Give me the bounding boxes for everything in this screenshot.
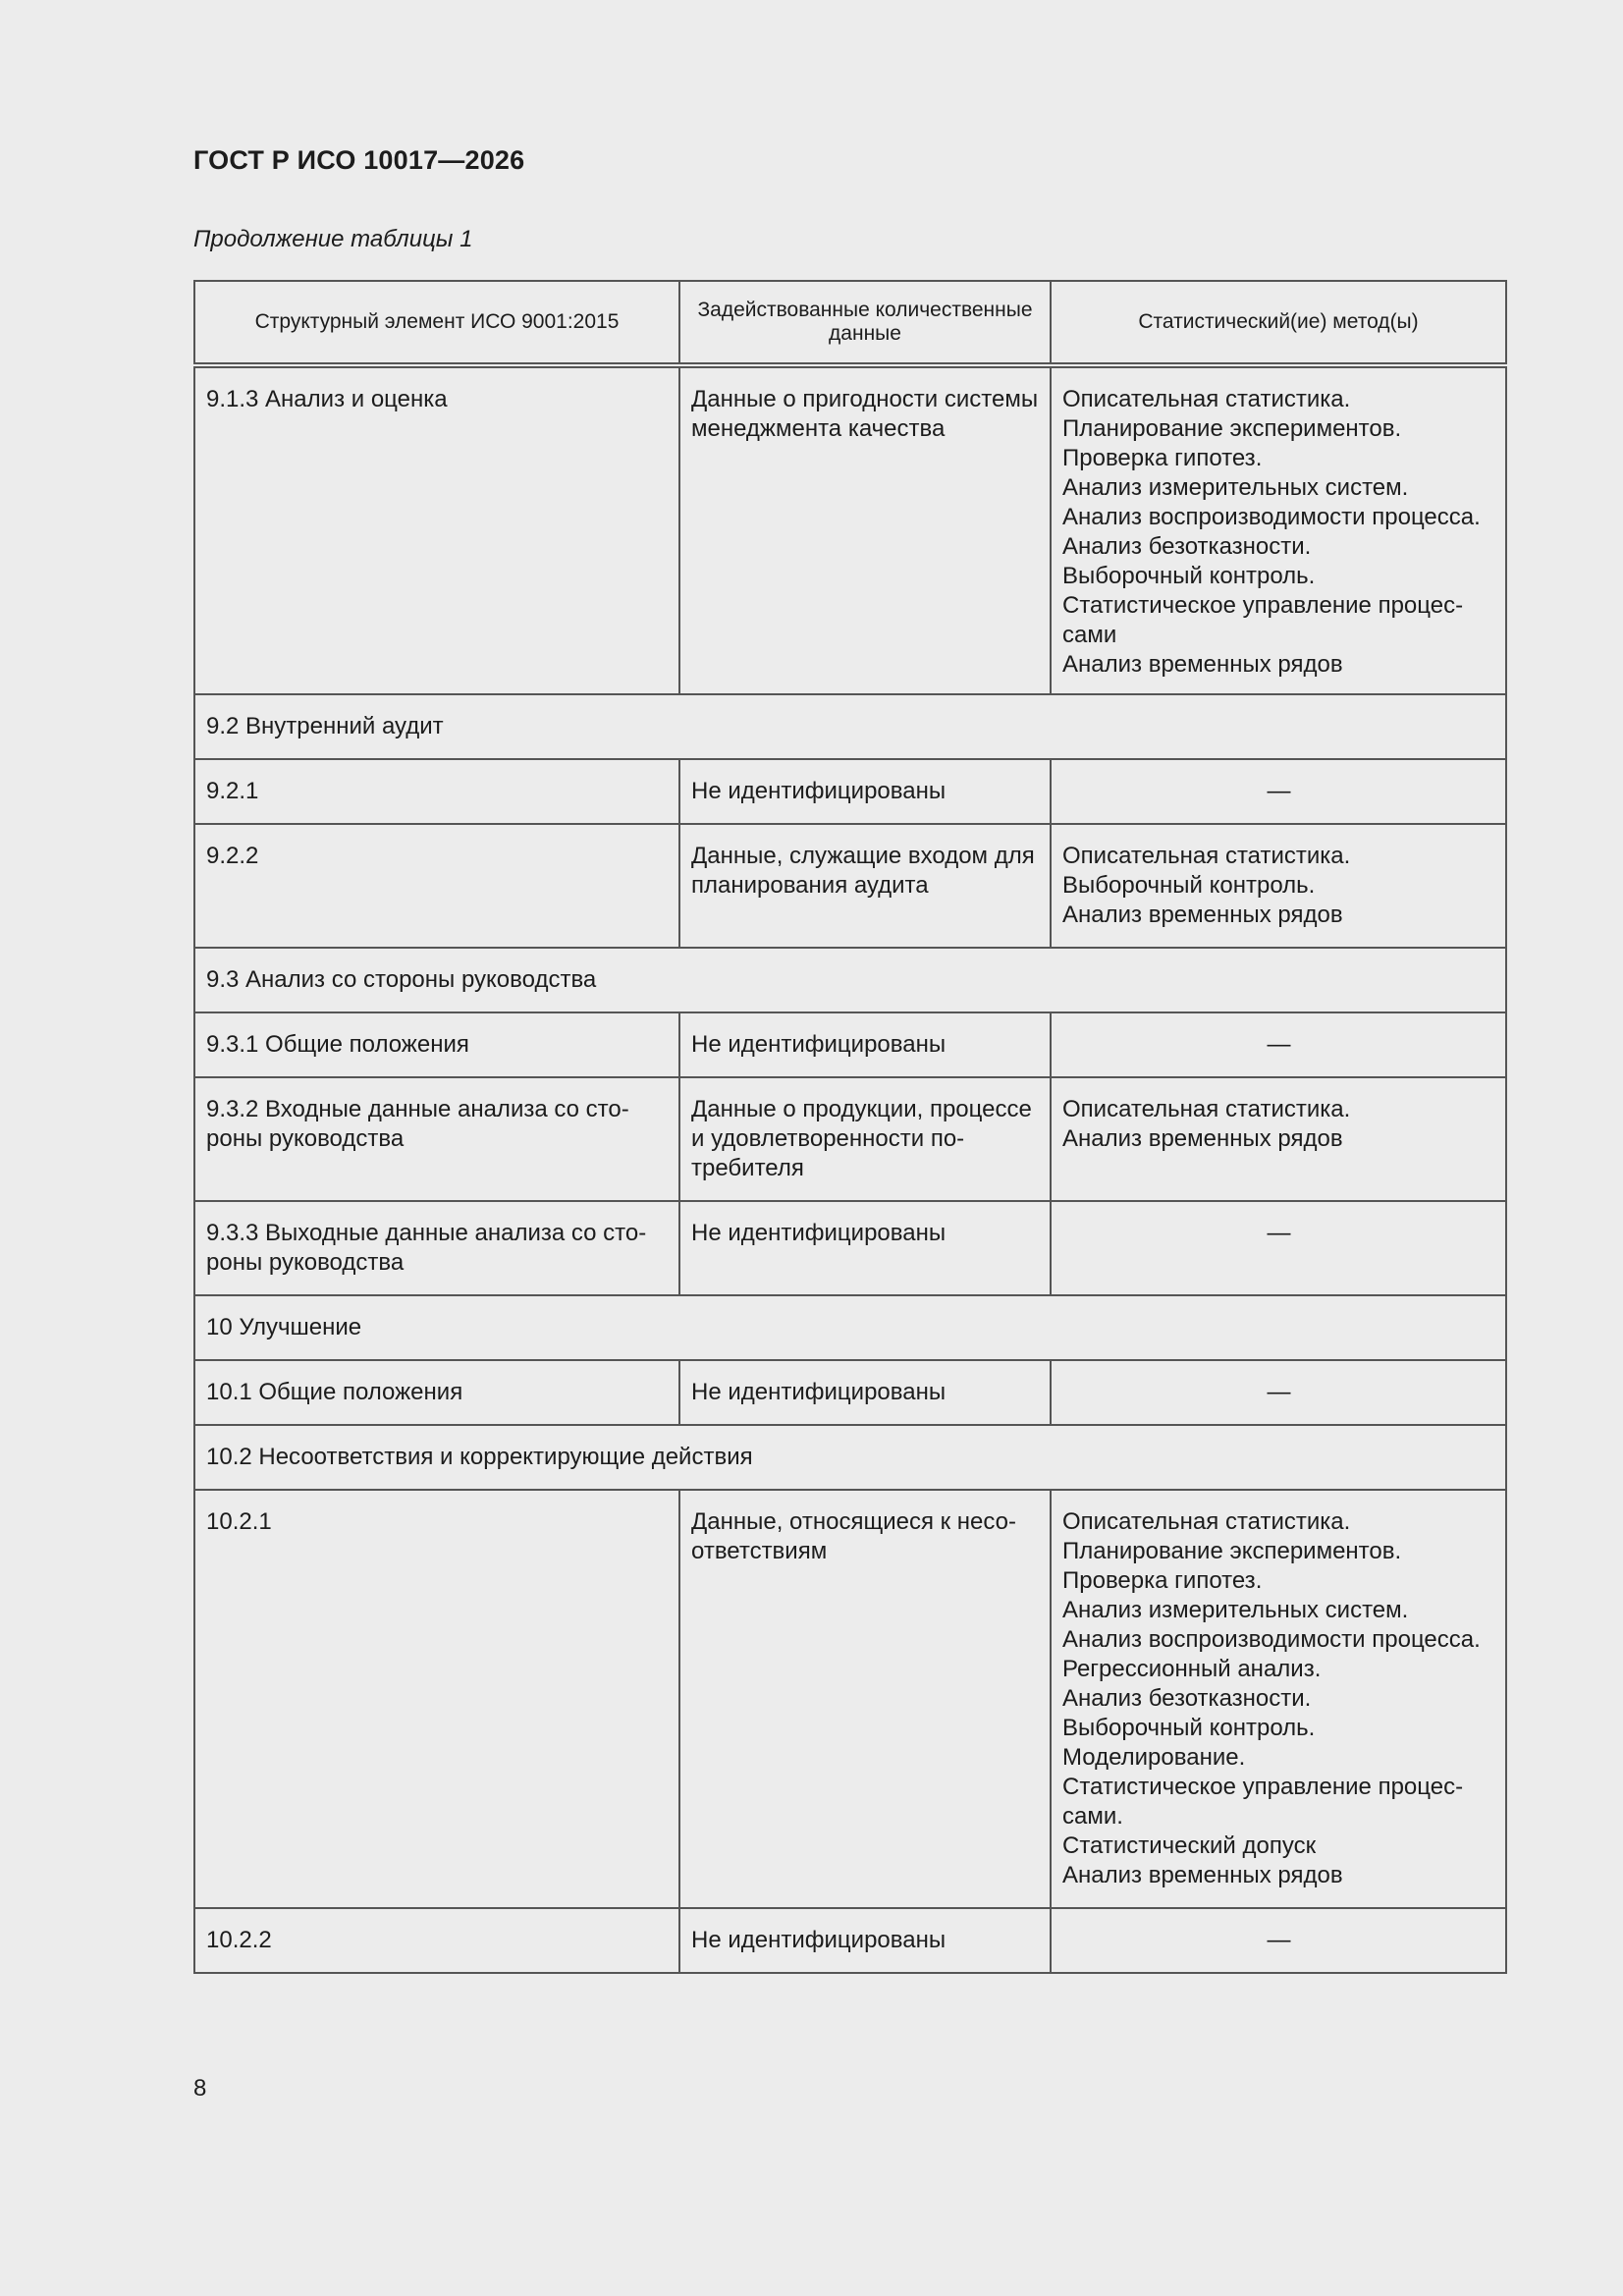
- method-item: Описательная статистика.: [1062, 1096, 1351, 1122]
- table-row: [194, 1490, 1506, 1908]
- table-row: [194, 1077, 1506, 1201]
- section-cell: 9.3 Анализ со стороны руководства: [194, 948, 1506, 1012]
- table-row: [194, 1201, 1506, 1295]
- table-caption: Продолжение таблицы 1: [193, 226, 473, 252]
- methods-cell-dash: —: [1051, 759, 1506, 824]
- data-cell: Данные, относящиеся к несоответствиям: [679, 1490, 1051, 1908]
- table-row: [194, 365, 1506, 694]
- column-header-methods: Статистический(ие) метод(ы): [1051, 281, 1506, 365]
- method-item: Анализ воспроизводимости процесса.: [1062, 504, 1481, 530]
- method-item: Анализ безотказности.: [1062, 533, 1312, 560]
- data-cell: Данные о продукции, процессе и удовлетворенности потребителя: [679, 1077, 1051, 1201]
- methods-cell-dash: —: [1051, 1012, 1506, 1077]
- method-item: Планирование экспериментов.: [1062, 415, 1402, 442]
- methods-cell: [1051, 1077, 1506, 1201]
- data-cell: Не идентифицированы: [679, 1012, 1051, 1077]
- method-item: Статистическое управление процессами: [1062, 592, 1464, 648]
- section-row: [194, 948, 1506, 1012]
- method-item: Анализ временных рядов: [1062, 902, 1343, 928]
- element-cell: 9.2.2: [194, 824, 679, 948]
- document-header: ГОСТ Р ИСО 10017—2026: [193, 145, 525, 175]
- method-item: Описательная статистика.: [1062, 843, 1351, 869]
- section-cell: 10.2 Несоответствия и корректирующие действия: [194, 1425, 1506, 1490]
- methods-cell-dash: —: [1051, 1908, 1506, 1973]
- element-cell: 9.3.2 Входные данные анализа со стороны руководства: [194, 1077, 679, 1201]
- element-cell: 10.1 Общие положения: [194, 1360, 679, 1425]
- methods-cell: [1051, 824, 1506, 948]
- method-item: Выборочный контроль.: [1062, 1715, 1316, 1741]
- methods-cell-dash: —: [1051, 1360, 1506, 1425]
- method-item: Анализ безотказности.: [1062, 1685, 1312, 1712]
- methods-cell: [1051, 1490, 1506, 1908]
- data-cell: Не идентифицированы: [679, 1360, 1051, 1425]
- method-item: Статистическое управление процессами.: [1062, 1774, 1464, 1830]
- method-item: Анализ измерительных систем.: [1062, 474, 1409, 501]
- table-row: [194, 1012, 1506, 1077]
- table-row: [194, 759, 1506, 824]
- section-cell: 10 Улучшение: [194, 1295, 1506, 1360]
- method-item: Статистический допуск: [1062, 1832, 1317, 1859]
- element-cell: 9.1.3 Анализ и оценка: [194, 365, 679, 694]
- section-row: [194, 694, 1506, 759]
- methods-cell: [1051, 365, 1506, 694]
- method-item: Регрессионный анализ.: [1062, 1656, 1322, 1682]
- method-item: Проверка гипотез.: [1062, 445, 1263, 471]
- method-item: Анализ временных рядов: [1062, 651, 1343, 678]
- data-cell: Данные, служащие входом для планирования аудита: [679, 824, 1051, 948]
- method-item: Анализ временных рядов: [1062, 1125, 1343, 1152]
- section-cell: 9.2 Внутренний аудит: [194, 694, 1506, 759]
- table-header: [194, 281, 1506, 365]
- table-row: [194, 1360, 1506, 1425]
- page-number: 8: [193, 2075, 207, 2102]
- table-row: [194, 824, 1506, 948]
- element-cell: 10.2.1: [194, 1490, 679, 1908]
- element-cell: 9.3.3 Выходные данные анализа со стороны руководства: [194, 1201, 679, 1295]
- method-item: Моделирование.: [1062, 1744, 1246, 1771]
- column-header-data: Задействованные количественные данные: [679, 281, 1051, 365]
- method-item: Выборочный контроль.: [1062, 872, 1316, 899]
- data-cell: Не идентифицированы: [679, 1201, 1051, 1295]
- method-item: Описательная статистика.: [1062, 386, 1351, 412]
- data-cell: Не идентифицированы: [679, 1908, 1051, 1973]
- method-item: Анализ воспроизводимости процесса.: [1062, 1626, 1481, 1653]
- data-cell: Данные о пригодности системы менеджмента качества: [679, 365, 1051, 694]
- method-item: Анализ временных рядов: [1062, 1862, 1343, 1888]
- method-item: Проверка гипотез.: [1062, 1567, 1263, 1594]
- element-cell: 9.2.1: [194, 759, 679, 824]
- table-body: [194, 365, 1506, 1973]
- element-cell: 10.2.2: [194, 1908, 679, 1973]
- header-row: [194, 281, 1506, 365]
- section-row: [194, 1295, 1506, 1360]
- methods-table: [193, 280, 1507, 1974]
- column-header-element: Структурный элемент ИСО 9001:2015: [194, 281, 679, 365]
- data-cell: Не идентифицированы: [679, 759, 1051, 824]
- table-row: [194, 1908, 1506, 1973]
- method-item: Выборочный контроль.: [1062, 563, 1316, 589]
- method-item: Анализ измерительных систем.: [1062, 1597, 1409, 1623]
- method-item: Планирование экспериментов.: [1062, 1538, 1402, 1564]
- methods-cell-dash: —: [1051, 1201, 1506, 1295]
- element-cell: 9.3.1 Общие положения: [194, 1012, 679, 1077]
- method-item: Описательная статистика.: [1062, 1508, 1351, 1535]
- section-row: [194, 1425, 1506, 1490]
